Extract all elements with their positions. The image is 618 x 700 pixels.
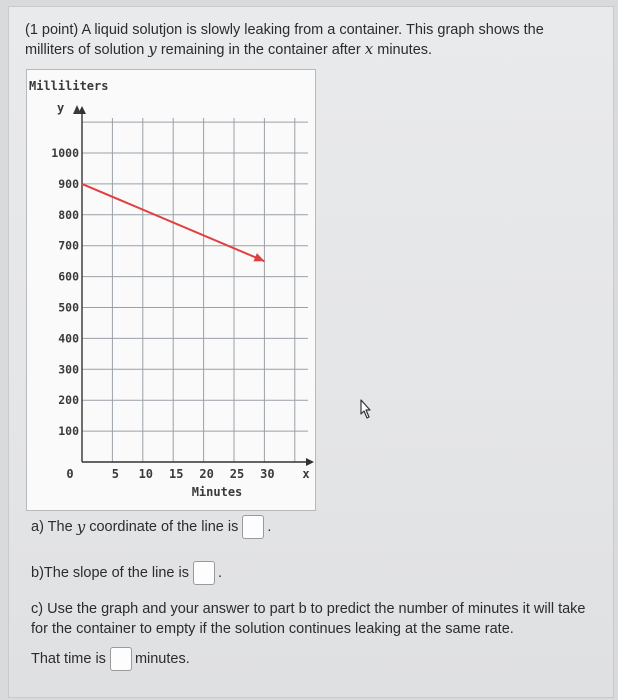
problem-text-line2a: milliters of solution [25, 42, 145, 58]
y-tick-label: 100 [58, 424, 79, 439]
problem-text-line1: A liquid solutjon is slowly leaking from a container. This graph shows the [81, 22, 544, 38]
x-axis-title: Minutes [191, 485, 243, 499]
y-axis-letter: y [57, 101, 65, 115]
x-tick-label: 5 [111, 467, 120, 481]
line-chart [27, 70, 315, 510]
y-tick-label: 900 [58, 176, 79, 191]
question-c-prefix: That time is [31, 651, 106, 667]
problem-statement [25, 21, 605, 60]
y-tick-label: 600 [58, 269, 79, 284]
question-b: b)The slope of the line is . [31, 561, 222, 585]
x-tick-label: 15 [168, 467, 184, 481]
var-y: y [148, 40, 157, 58]
var-x: x [364, 40, 374, 58]
answer-a-input[interactable] [242, 515, 264, 539]
question-a-var: y [76, 518, 86, 536]
y-tick-label: 800 [58, 207, 79, 222]
mouse-pointer-icon [357, 399, 375, 421]
origin-label: 0 [66, 467, 74, 481]
points-label: (1 point) [25, 22, 79, 38]
x-axis-arrow [306, 458, 314, 466]
x-tick-label: 25 [229, 467, 245, 481]
y-axis-title: Milliliters [29, 79, 109, 93]
problem-text-line2c: minutes. [377, 42, 433, 58]
question-a: a) The y coordinate of the line is . [31, 515, 271, 539]
answer-b-input[interactable] [193, 561, 215, 585]
problem-text-line2b: remaining in the container after [160, 42, 361, 58]
x-axis-letter: x [302, 467, 310, 481]
y-tick-label: 200 [58, 393, 79, 408]
problem-sheet [8, 6, 614, 698]
x-tick-label: 20 [199, 467, 214, 481]
y-tick-label: 400 [58, 331, 79, 346]
y-axis-letter-arrow [73, 105, 81, 114]
answer-c-input[interactable] [110, 647, 132, 671]
x-tick-label: 10 [138, 467, 154, 481]
graph-panel [26, 69, 316, 511]
y-tick-label: 500 [58, 300, 79, 315]
y-tick-label: 700 [58, 238, 79, 253]
question-c-answer-row [31, 647, 190, 671]
y-tick-label: 300 [58, 362, 79, 377]
y-tick-label: 1000 [51, 146, 79, 160]
question-a-text: coordinate of the line is [89, 519, 239, 535]
question-c-suffix: minutes. [134, 651, 190, 667]
question-a-prefix: a) The [31, 519, 73, 535]
question-c-text: c) Use the graph and your answer to part b to predict the number of minutes it will take for the container to empty if the solution continues leaking at the same rate. [31, 601, 586, 637]
question-c [31, 599, 606, 639]
x-tick-label: 30 [260, 467, 275, 481]
question-b-text: b)The slope of the line is [31, 565, 189, 581]
